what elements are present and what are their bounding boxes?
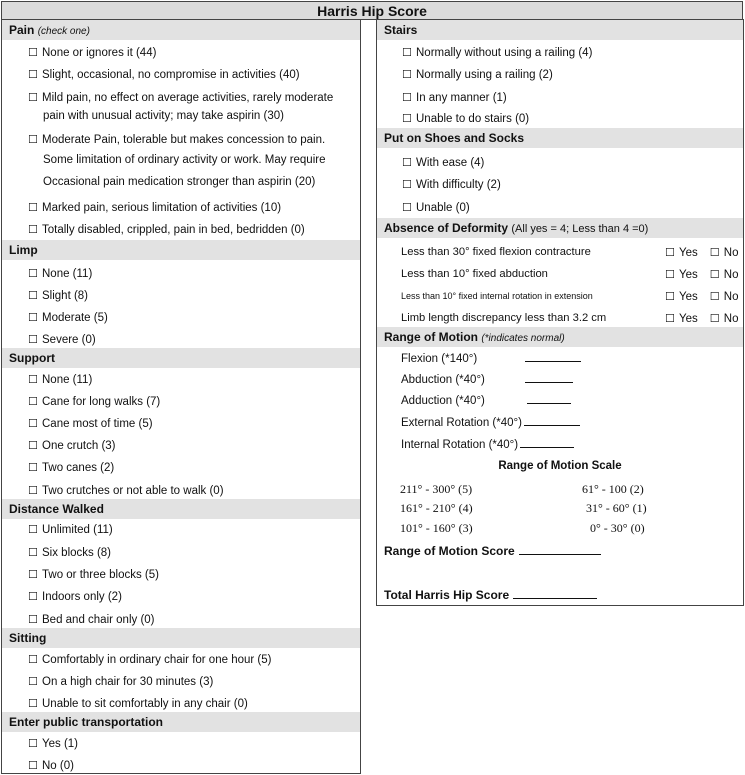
checkbox-icon[interactable]: ☐ [402, 202, 412, 214]
yes-no-choice: ☐ Yes ☐ No [665, 291, 739, 303]
stairs-option-any-manner[interactable]: ☐ In any manner (1) [402, 92, 507, 104]
checkbox-icon[interactable]: ☐ [402, 179, 412, 191]
pain-option-disabled[interactable]: ☐ Totally disabled, crippled, pain in bed, bedridden (0) [28, 224, 305, 236]
support-option-two-crutches[interactable]: ☐ Two crutches or not able to walk (0) [28, 485, 224, 497]
stairs-option-unable[interactable]: ☐ Unable to do stairs (0) [402, 113, 530, 125]
stairs-heading: Stairs [377, 20, 743, 40]
shoes-option-difficulty[interactable]: ☐ With difficulty (2) [402, 179, 501, 191]
checkbox-icon[interactable]: ☐ [28, 738, 38, 750]
limp-option-none[interactable]: ☐ None (11) [28, 268, 93, 280]
rom-note: (*indicates normal) [481, 333, 565, 344]
form-title: Harris Hip Score [1, 1, 743, 20]
transport-heading: Enter public transportation [2, 712, 360, 732]
checkbox-icon[interactable]: ☐ [665, 247, 675, 259]
rom-flexion: Flexion (*140°) [401, 351, 581, 365]
checkbox-icon[interactable]: ☐ [28, 547, 38, 559]
internal-rotation-blank[interactable] [520, 437, 574, 448]
pain-option-moderate-cont-2: Occasional pain medication stronger than aspirin (20) [43, 176, 316, 188]
rom-heading-label: Range of Motion [384, 330, 478, 344]
support-option-two-canes[interactable]: ☐ Two canes (2) [28, 462, 115, 474]
rom-score-blank[interactable] [519, 544, 601, 555]
pain-option-slight[interactable]: ☐ Slight, occasional, no compromise in activities (40) [28, 69, 300, 81]
rom-external-rotation: External Rotation (*40°) [401, 415, 580, 429]
checkbox-icon[interactable]: ☐ [28, 760, 38, 772]
rom-internal-rotation: Internal Rotation (*40°) [401, 437, 574, 451]
distance-option-unlimited[interactable]: ☐ Unlimited (11) [28, 524, 113, 536]
checkbox-icon[interactable]: ☐ [28, 654, 38, 666]
checkbox-icon[interactable]: ☐ [28, 591, 38, 603]
abduction-blank[interactable] [525, 372, 573, 383]
checkbox-icon[interactable]: ☐ [28, 202, 38, 214]
rom-scale-left-2: 161° - 210° (4) [400, 501, 473, 515]
pain-option-mild[interactable]: ☐ Mild pain, no effect on average activities, rarely moderate [28, 92, 334, 104]
support-option-one-crutch[interactable]: ☐ One crutch (3) [28, 440, 116, 452]
rom-abduction: Abduction (*40°) [401, 372, 573, 386]
pain-option-moderate-cont-1: Some limitation of ordinary activity or work. May require [43, 154, 326, 166]
rom-score-line: Range of Motion Score [384, 544, 601, 558]
checkbox-icon[interactable]: ☐ [402, 69, 412, 81]
rom-scale-left-3: 101° - 160° (3) [400, 521, 473, 535]
transport-option-yes[interactable]: ☐ Yes (1) [28, 738, 79, 750]
shoes-option-ease[interactable]: ☐ With ease (4) [402, 157, 485, 169]
checkbox-icon[interactable]: ☐ [402, 157, 412, 169]
pain-heading-label: Pain [9, 23, 35, 37]
support-option-none[interactable]: ☐ None (11) [28, 374, 93, 386]
checkbox-icon[interactable]: ☐ [28, 69, 38, 81]
stairs-option-railing[interactable]: ☐ Normally using a railing (2) [402, 69, 553, 81]
checkbox-icon[interactable]: ☐ [28, 290, 38, 302]
checkbox-icon[interactable]: ☐ [28, 418, 38, 430]
checkbox-icon[interactable]: ☐ [28, 268, 38, 280]
distance-option-indoors[interactable]: ☐ Indoors only (2) [28, 591, 122, 603]
deformity-note: (All yes = 4; Less than 4 =0) [511, 223, 649, 235]
deformity-row-limb-length: Limb length discrepancy less than 3.2 cm ☐ Yes ☐ No [401, 312, 739, 325]
limp-heading: Limp [2, 240, 360, 260]
checkbox-icon[interactable]: ☐ [709, 247, 720, 259]
checkbox-icon[interactable]: ☐ [402, 47, 412, 59]
pain-note: (check one) [37, 26, 90, 37]
limp-option-moderate[interactable]: ☐ Moderate (5) [28, 312, 108, 324]
checkbox-icon[interactable]: ☐ [28, 396, 38, 408]
left-column [1, 19, 361, 774]
checkbox-icon[interactable]: ☐ [665, 291, 675, 303]
checkbox-icon[interactable]: ☐ [28, 134, 38, 146]
distance-option-bed[interactable]: ☐ Bed and chair only (0) [28, 614, 155, 626]
checkbox-icon[interactable]: ☐ [28, 698, 38, 710]
pain-option-none[interactable]: ☐ None or ignores it (44) [28, 47, 157, 59]
rom-scale-right-2: 31° - 60° (1) [586, 501, 647, 515]
total-score-line: Total Harris Hip Score [384, 588, 597, 602]
limp-option-severe[interactable]: ☐ Severe (0) [28, 334, 96, 346]
checkbox-icon[interactable]: ☐ [28, 47, 38, 59]
checkbox-icon[interactable]: ☐ [28, 334, 38, 346]
rom-scale-right-1: 61° - 100 (2) [582, 482, 644, 496]
checkbox-icon[interactable]: ☐ [402, 92, 412, 104]
pain-option-marked[interactable]: ☐ Marked pain, serious limitation of activities (10) [28, 202, 282, 214]
rom-scale-left-1: 211° - 300° (5) [400, 482, 473, 496]
sitting-option-high-chair[interactable]: ☐ On a high chair for 30 minutes (3) [28, 676, 214, 688]
checkbox-icon[interactable]: ☐ [28, 569, 38, 581]
support-option-cane-long[interactable]: ☐ Cane for long walks (7) [28, 396, 161, 408]
checkbox-icon[interactable]: ☐ [28, 524, 38, 536]
external-rotation-blank[interactable] [524, 415, 580, 426]
adduction-blank[interactable] [527, 393, 571, 404]
checkbox-icon[interactable]: ☐ [28, 374, 38, 386]
checkbox-icon[interactable]: ☐ [28, 312, 38, 324]
pain-option-mild-cont: pain with unusual activity; may take aspirin (30) [43, 110, 284, 122]
rom-heading [377, 327, 743, 347]
checkbox-icon[interactable]: ☐ [28, 676, 38, 688]
deformity-row-rotation: Less than 10° fixed internal rotation in extension ☐ Yes ☐ No [401, 291, 739, 303]
distance-option-six-blocks[interactable]: ☐ Six blocks (8) [28, 547, 112, 559]
sitting-option-unable[interactable]: ☐ Unable to sit comfortably in any chair (0) [28, 698, 248, 710]
checkbox-icon[interactable]: ☐ [28, 614, 38, 626]
checkbox-icon[interactable]: ☐ [402, 113, 412, 125]
checkbox-icon[interactable]: ☐ [709, 313, 720, 325]
deformity-heading [377, 218, 743, 238]
deformity-heading-label: Absence of Deformity [384, 221, 509, 235]
checkbox-icon[interactable]: ☐ [665, 269, 675, 281]
rom-scale-title: Range of Motion Scale [498, 460, 622, 472]
shoes-option-unable[interactable]: ☐ Unable (0) [402, 202, 470, 214]
yes-no-choice: ☐ Yes ☐ No [665, 269, 739, 281]
flexion-blank[interactable] [525, 351, 581, 362]
stairs-option-no-railing[interactable]: ☐ Normally without using a railing (4) [402, 47, 593, 59]
deformity-row-abduction: Less than 10° fixed abduction ☐ Yes ☐ No [401, 268, 739, 281]
total-score-blank[interactable] [513, 588, 597, 599]
checkbox-icon[interactable]: ☐ [709, 291, 720, 303]
sitting-option-comfortable[interactable]: ☐ Comfortably in ordinary chair for one hour (5) [28, 654, 272, 666]
transport-option-no[interactable]: ☐ No (0) [28, 760, 74, 772]
checkbox-icon[interactable]: ☐ [28, 462, 38, 474]
checkbox-icon[interactable]: ☐ [28, 485, 38, 497]
right-column [376, 19, 744, 606]
pain-heading [2, 20, 360, 40]
checkbox-icon[interactable]: ☐ [709, 269, 720, 281]
distance-option-two-three[interactable]: ☐ Two or three blocks (5) [28, 569, 159, 581]
support-option-cane-most[interactable]: ☐ Cane most of time (5) [28, 418, 153, 430]
sitting-heading: Sitting [2, 628, 360, 648]
rom-adduction: Adduction (*40°) [401, 393, 571, 407]
rom-scale-right-3: 0° - 30° (0) [590, 521, 645, 535]
yes-no-choice: ☐ Yes ☐ No [665, 313, 739, 325]
checkbox-icon[interactable]: ☐ [28, 440, 38, 452]
pain-option-moderate[interactable]: ☐ Moderate Pain, tolerable but makes concession to pain. [28, 134, 326, 146]
deformity-row-flexion: Less than 30° fixed flexion contracture ☐ Yes ☐ No [401, 246, 739, 259]
checkbox-icon[interactable]: ☐ [28, 92, 38, 104]
yes-no-choice: ☐ Yes ☐ No [665, 247, 739, 259]
checkbox-icon[interactable]: ☐ [665, 313, 675, 325]
distance-heading: Distance Walked [2, 499, 360, 519]
limp-option-slight[interactable]: ☐ Slight (8) [28, 290, 89, 302]
support-heading: Support [2, 348, 360, 368]
shoes-heading: Put on Shoes and Socks [377, 128, 743, 148]
checkbox-icon[interactable]: ☐ [28, 224, 38, 236]
